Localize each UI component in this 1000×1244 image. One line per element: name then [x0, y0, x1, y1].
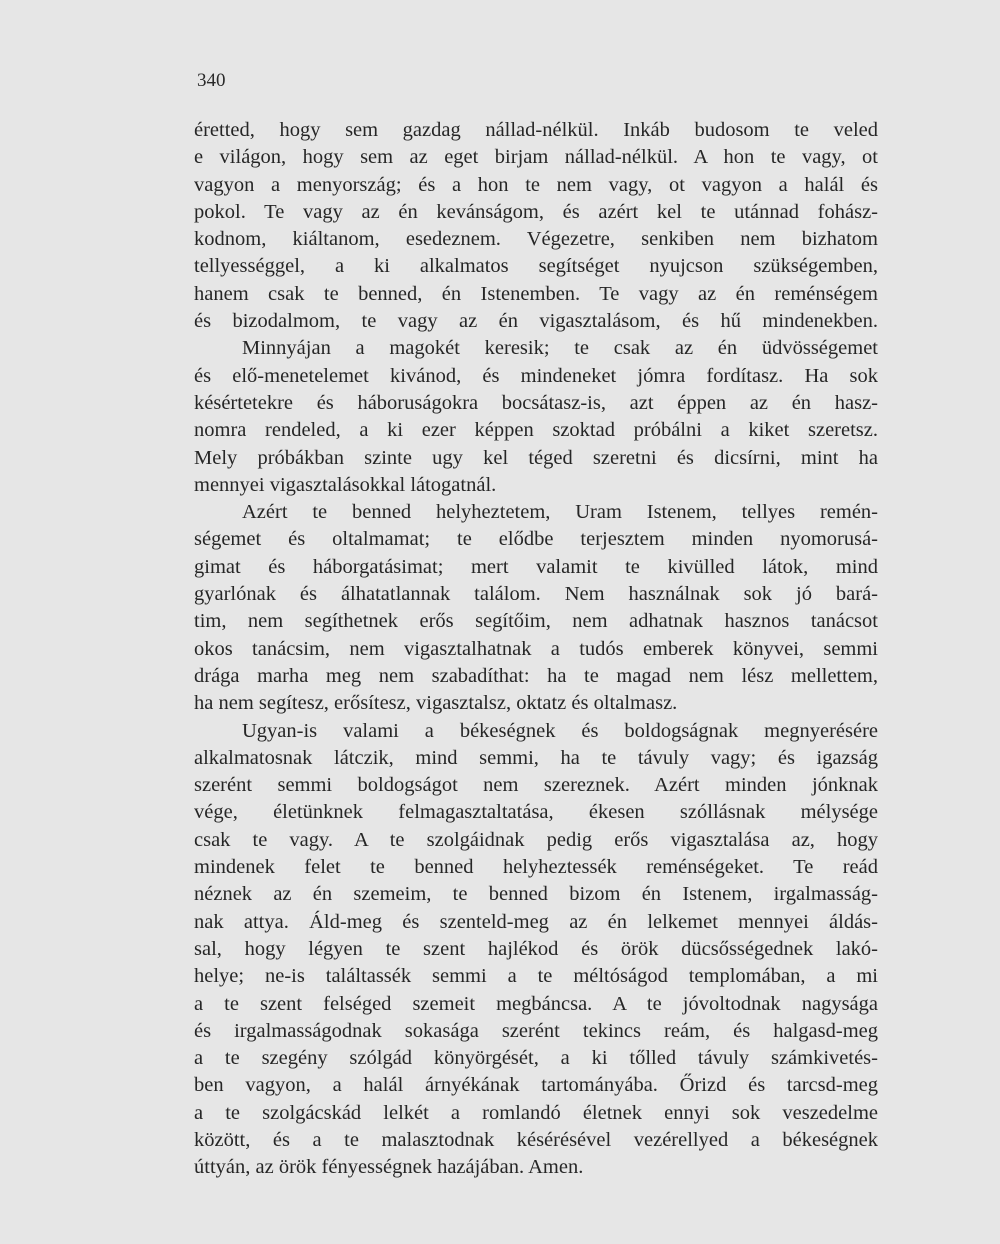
body-text [194, 117, 878, 1182]
text-line: késértetekre és háboruságokra bocsátasz-is, azt éppen az én hasz- [194, 391, 878, 414]
text-line: ha nem segítesz, erősítesz, vigasztalsz, oktatz és oltalmasz. [194, 692, 678, 715]
text-line: tellyességgel, a ki alkalmatos segítséget nyujcson szükségemben, [194, 255, 878, 278]
text-line: nak attya. Áld-meg és szenteld-meg az én lelkemet mennyei áldás- [194, 910, 878, 933]
text-line: tim, nem segíthetnek erős segítőim, nem adhatnak hasznos tanácsot [194, 610, 878, 633]
text-line: csak te vagy. A te szolgáidnak pedig erős vigasztalása az, hogy [194, 828, 878, 851]
text-line: Azért te benned helyheztetem, Uram Istenem, tellyes remén- [242, 501, 878, 524]
text-line: és bizodalmom, te vagy az én vigasztalásom, és hű mindenekben. [194, 310, 878, 333]
text-line: a te szent felséged szemeit megbáncsa. A te jóvoltodnak nagysága [194, 992, 878, 1015]
text-line: mennyei vigasztalásokkal látogatnál. [194, 473, 497, 496]
paragraph-3 [194, 718, 878, 1182]
text-line: Mely próbákban szinte ugy kel téged szeretni és dicsírni, mint ha [194, 446, 878, 469]
text-line: gyarlónak és álhatatlannak találom. Nem használnak sok jó bará- [194, 583, 878, 606]
text-line: alkalmatosnak látczik, mind semmi, ha te távuly vagy; és igazság [194, 746, 878, 769]
text-line: vagyon a menyország; és a hon te nem vagy, ot vagyon a halál és [194, 173, 878, 196]
text-line: pokol. Te vagy az én kevánságom, és azért kel te utánnad fohász- [194, 200, 878, 223]
text-line: okos tanácsim, nem vigasztalhatnak a tudós emberek könyvei, semmi [194, 637, 878, 660]
text-line: ségemet és oltalmamat; te elődbe terjesztem minden nyomorusá- [194, 528, 878, 551]
text-line: ben vagyon, a halál árnyékának tartományába. Őrizd és tarcsd-meg [194, 1074, 878, 1097]
text-line: a te szolgácskád lelkét a romlandó életnek ennyi sok veszedelme [194, 1101, 878, 1124]
text-line: sal, hogy légyen te szent hajlékod és örök dücsősségednek lakó- [194, 937, 878, 960]
text-line: szerént semmi boldogságot nem szereznek. Azért minden jónknak [194, 774, 878, 797]
text-line: gimat és háborgatásimat; mert valamit te kivülled látok, mind [194, 555, 878, 578]
text-line: néznek az én szemeim, te benned bizom én Istenem, irgalmasság- [194, 883, 878, 906]
text-line: vége, életünknek felmagasztaltatása, ékesen szóllásnak mélysége [194, 801, 878, 824]
text-line: Minnyájan a magokét keresik; te csak az én üdvösségemet [242, 337, 878, 360]
text-line: és irgalmasságodnak sokasága szerént tekincs reám, és halgasd-meg [194, 1019, 878, 1042]
text-line: Ugyan-is valami a békeségnek és boldogságnak megnyerésére [242, 719, 878, 742]
text-line: e világon, hogy sem az eget birjam nállad-nélkül. A hon te vagy, ot [194, 146, 878, 169]
paragraph-2 [194, 499, 878, 717]
paragraph-1 [194, 117, 878, 499]
text-line: hanem csak te benned, én Istenemben. Te vagy az én reménségem [194, 282, 878, 305]
text-line: kodnom, kiáltanom, esedeznem. Végezetre, senkiben nem bizhatom [194, 228, 878, 251]
text-line: nomra rendeled, a ki ezer képpen szoktad próbálni a kiket szeretsz. [194, 419, 878, 442]
text-line: drága marha meg nem szabadíthat: ha te magad nem lész mellettem, [194, 664, 878, 687]
text-line: mindenek felet te benned helyheztessék reménségeket. Te reád [194, 856, 878, 879]
text-line: és elő-menetelemet kivánod, és mindeneket jómra fordítasz. Ha sok [194, 364, 878, 387]
text-line: éretted, hogy sem gazdag nállad-nélkül. Inkáb budosom te veled [194, 119, 878, 141]
page-number: 340 [197, 70, 226, 91]
text-line: a te szegény szólgád könyörgését, a ki tőlled távuly számkivetés- [194, 1047, 878, 1070]
text-line: úttyán, az örök fényességnek hazájában. Amen. [194, 1156, 584, 1179]
text-line: helye; ne-is találtassék semmi a te méltóságod templomában, a mi [194, 965, 878, 988]
text-line: között, és a te malasztodnak késérésével vezérellyed a békeségnek [194, 1128, 878, 1151]
